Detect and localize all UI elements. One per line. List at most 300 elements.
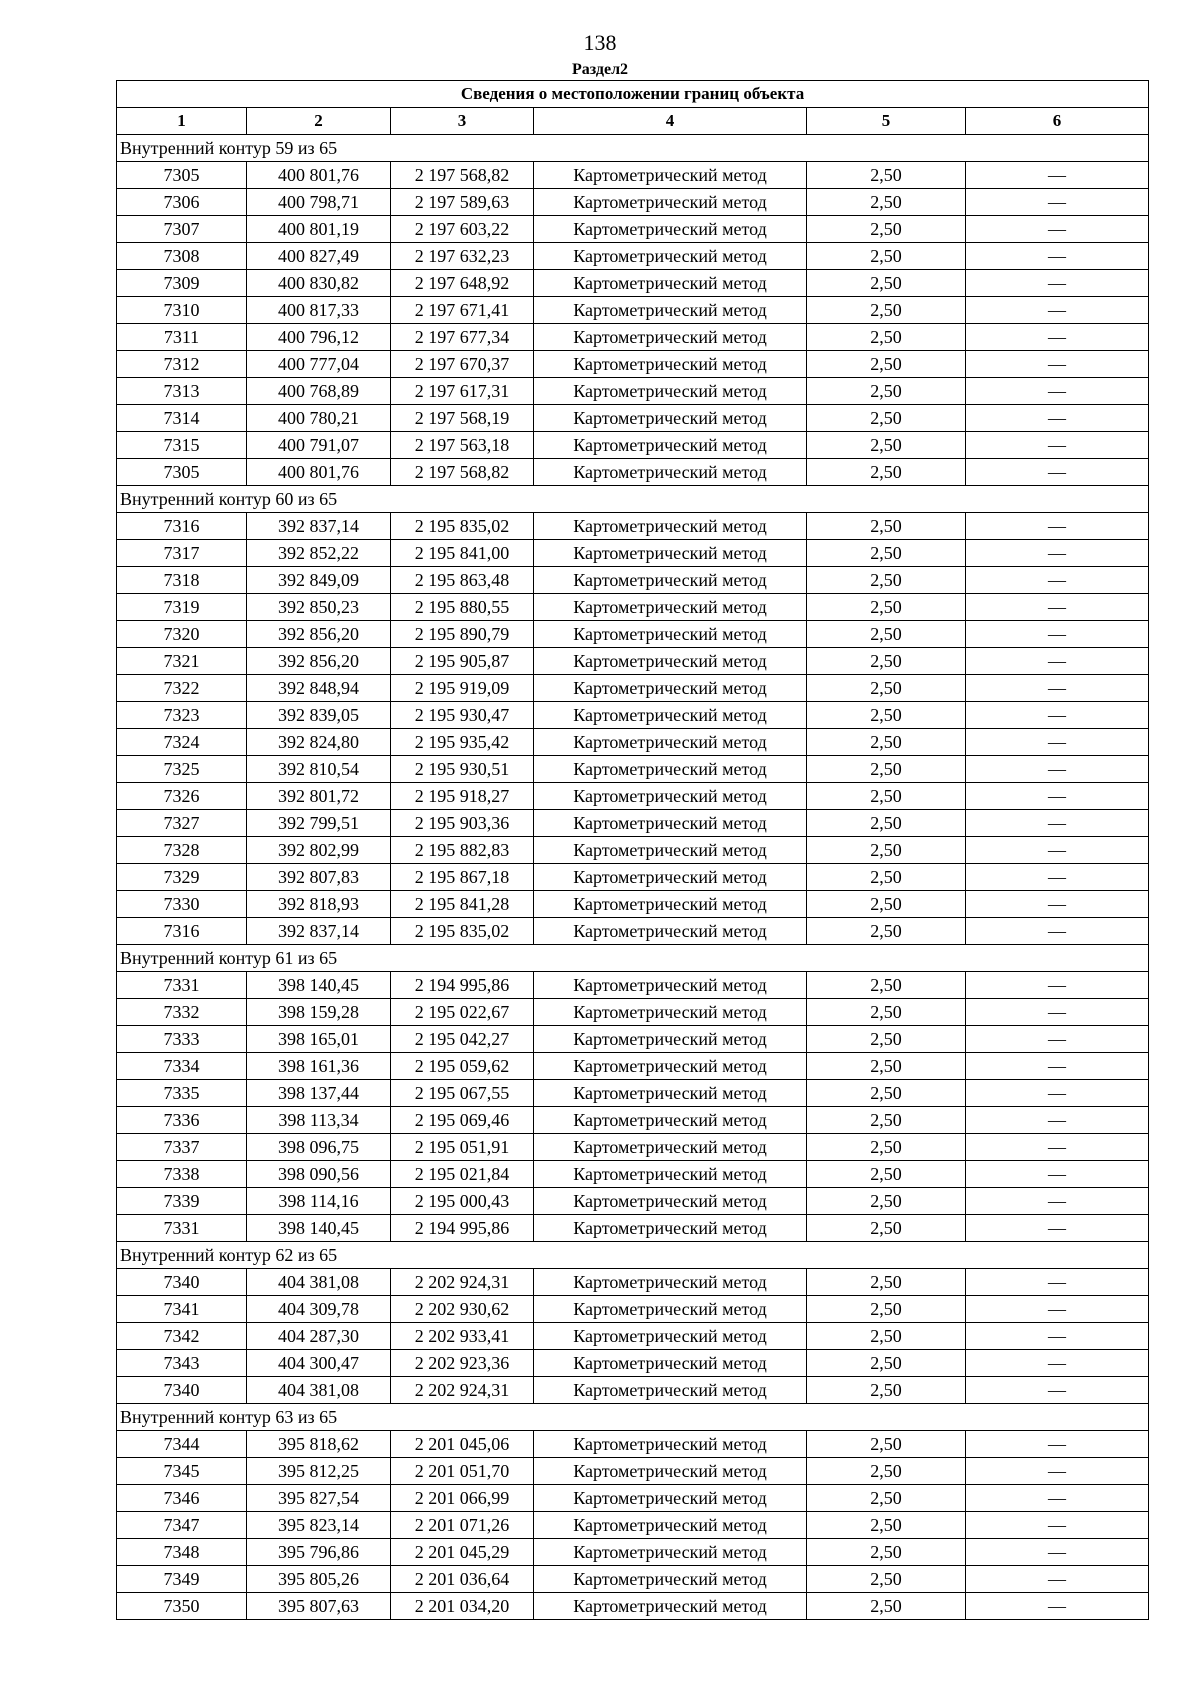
- note-cell: —: [966, 864, 1149, 891]
- note-cell: —: [966, 1080, 1149, 1107]
- method-cell: Картометрический метод: [534, 1215, 807, 1242]
- coordinate-y-cell: 2 197 568,19: [391, 405, 534, 432]
- table-row: [117, 837, 1149, 864]
- coordinate-y-cell: 2 194 995,86: [391, 1215, 534, 1242]
- note-cell: —: [966, 1053, 1149, 1080]
- coordinate-x-cell: 392 850,23: [247, 594, 391, 621]
- coordinate-y-cell: 2 201 071,26: [391, 1512, 534, 1539]
- table-row: [117, 810, 1149, 837]
- coordinate-x-cell: 400 801,76: [247, 459, 391, 486]
- point-number-cell: 7346: [117, 1485, 247, 1512]
- coordinate-y-cell: 2 201 045,29: [391, 1539, 534, 1566]
- coordinate-x-cell: 404 381,08: [247, 1269, 391, 1296]
- point-number-cell: 7307: [117, 216, 247, 243]
- contour-label: Внутренний контур 61 из 65: [117, 945, 1149, 972]
- column-header: 5: [807, 108, 966, 135]
- coordinate-x-cell: 395 796,86: [247, 1539, 391, 1566]
- coordinate-y-cell: 2 197 617,31: [391, 378, 534, 405]
- method-cell: Картометрический метод: [534, 1026, 807, 1053]
- coordinate-x-cell: 398 096,75: [247, 1134, 391, 1161]
- point-number-cell: 7314: [117, 405, 247, 432]
- method-cell: Картометрический метод: [534, 1188, 807, 1215]
- table-row: [117, 1512, 1149, 1539]
- method-cell: Картометрический метод: [534, 405, 807, 432]
- contour-label: Внутренний контур 63 из 65: [117, 1404, 1149, 1431]
- accuracy-cell: 2,50: [807, 1215, 966, 1242]
- method-cell: Картометрический метод: [534, 648, 807, 675]
- coordinate-y-cell: 2 202 924,31: [391, 1377, 534, 1404]
- table-row: [117, 1296, 1149, 1323]
- method-cell: Картометрический метод: [534, 297, 807, 324]
- point-number-cell: 7344: [117, 1431, 247, 1458]
- coordinate-y-cell: 2 195 905,87: [391, 648, 534, 675]
- table-row: [117, 405, 1149, 432]
- note-cell: —: [966, 270, 1149, 297]
- coordinate-x-cell: 400 798,71: [247, 189, 391, 216]
- table-row: [117, 1323, 1149, 1350]
- point-number-cell: 7337: [117, 1134, 247, 1161]
- boundary-coordinates-table: [116, 80, 1149, 1620]
- method-cell: Картометрический метод: [534, 783, 807, 810]
- method-cell: Картометрический метод: [534, 1377, 807, 1404]
- accuracy-cell: 2,50: [807, 1539, 966, 1566]
- coordinate-x-cell: 392 837,14: [247, 918, 391, 945]
- coordinate-y-cell: 2 197 670,37: [391, 351, 534, 378]
- table-row: [117, 594, 1149, 621]
- accuracy-cell: 2,50: [807, 216, 966, 243]
- table-row: [117, 972, 1149, 999]
- table-row: [117, 189, 1149, 216]
- coordinate-y-cell: 2 201 034,20: [391, 1593, 534, 1620]
- accuracy-cell: 2,50: [807, 1323, 966, 1350]
- coordinate-y-cell: 2 195 835,02: [391, 918, 534, 945]
- accuracy-cell: 2,50: [807, 1053, 966, 1080]
- table-row: [117, 567, 1149, 594]
- accuracy-cell: 2,50: [807, 1080, 966, 1107]
- table-row: [117, 1026, 1149, 1053]
- table-row: [117, 1080, 1149, 1107]
- note-cell: —: [966, 351, 1149, 378]
- method-cell: Картометрический метод: [534, 378, 807, 405]
- point-number-cell: 7341: [117, 1296, 247, 1323]
- coordinate-x-cell: 398 165,01: [247, 1026, 391, 1053]
- method-cell: Картометрический метод: [534, 513, 807, 540]
- point-number-cell: 7333: [117, 1026, 247, 1053]
- point-number-cell: 7343: [117, 1350, 247, 1377]
- coordinate-x-cell: 392 807,83: [247, 864, 391, 891]
- coordinate-x-cell: 400 801,19: [247, 216, 391, 243]
- point-number-cell: 7309: [117, 270, 247, 297]
- note-cell: —: [966, 1377, 1149, 1404]
- coordinate-x-cell: 404 300,47: [247, 1350, 391, 1377]
- point-number-cell: 7320: [117, 621, 247, 648]
- note-cell: —: [966, 189, 1149, 216]
- table-row: [117, 702, 1149, 729]
- table-row: [117, 1107, 1149, 1134]
- method-cell: Картометрический метод: [534, 891, 807, 918]
- note-cell: —: [966, 405, 1149, 432]
- point-number-cell: 7332: [117, 999, 247, 1026]
- coordinate-y-cell: 2 195 880,55: [391, 594, 534, 621]
- note-cell: —: [966, 378, 1149, 405]
- point-number-cell: 7339: [117, 1188, 247, 1215]
- coordinate-x-cell: 404 381,08: [247, 1377, 391, 1404]
- coordinate-x-cell: 395 805,26: [247, 1566, 391, 1593]
- table-row: [117, 270, 1149, 297]
- coordinate-x-cell: 404 309,78: [247, 1296, 391, 1323]
- method-cell: Картометрический метод: [534, 540, 807, 567]
- note-cell: —: [966, 1512, 1149, 1539]
- coordinate-y-cell: 2 202 923,36: [391, 1350, 534, 1377]
- coordinate-y-cell: 2 195 835,02: [391, 513, 534, 540]
- method-cell: Картометрический метод: [534, 216, 807, 243]
- point-number-cell: 7330: [117, 891, 247, 918]
- coordinate-y-cell: 2 202 933,41: [391, 1323, 534, 1350]
- note-cell: —: [966, 999, 1149, 1026]
- accuracy-cell: 2,50: [807, 729, 966, 756]
- coordinate-y-cell: 2 195 935,42: [391, 729, 534, 756]
- coordinate-y-cell: 2 195 069,46: [391, 1107, 534, 1134]
- coordinate-y-cell: 2 197 568,82: [391, 459, 534, 486]
- point-number-cell: 7335: [117, 1080, 247, 1107]
- point-number-cell: 7349: [117, 1566, 247, 1593]
- point-number-cell: 7318: [117, 567, 247, 594]
- point-number-cell: 7340: [117, 1269, 247, 1296]
- coordinate-y-cell: 2 195 059,62: [391, 1053, 534, 1080]
- table-header-row: [117, 108, 1149, 135]
- method-cell: Картометрический метод: [534, 567, 807, 594]
- method-cell: Картометрический метод: [534, 1080, 807, 1107]
- coordinate-x-cell: 398 140,45: [247, 972, 391, 999]
- point-number-cell: 7350: [117, 1593, 247, 1620]
- note-cell: —: [966, 1485, 1149, 1512]
- coordinate-y-cell: 2 195 930,47: [391, 702, 534, 729]
- coordinate-x-cell: 392 849,09: [247, 567, 391, 594]
- coordinate-y-cell: 2 197 677,34: [391, 324, 534, 351]
- point-number-cell: 7305: [117, 162, 247, 189]
- note-cell: —: [966, 810, 1149, 837]
- point-number-cell: 7323: [117, 702, 247, 729]
- method-cell: Картометрический метод: [534, 621, 807, 648]
- table-row: [117, 1188, 1149, 1215]
- method-cell: Картометрический метод: [534, 243, 807, 270]
- coordinate-x-cell: 398 161,36: [247, 1053, 391, 1080]
- note-cell: —: [966, 837, 1149, 864]
- point-number-cell: 7342: [117, 1323, 247, 1350]
- accuracy-cell: 2,50: [807, 891, 966, 918]
- method-cell: Картометрический метод: [534, 1431, 807, 1458]
- table-row: [117, 1485, 1149, 1512]
- coordinate-y-cell: 2 201 045,06: [391, 1431, 534, 1458]
- method-cell: Картометрический метод: [534, 702, 807, 729]
- accuracy-cell: 2,50: [807, 351, 966, 378]
- note-cell: —: [966, 702, 1149, 729]
- note-cell: —: [966, 594, 1149, 621]
- note-cell: —: [966, 1296, 1149, 1323]
- table-row: [117, 1053, 1149, 1080]
- method-cell: Картометрический метод: [534, 675, 807, 702]
- note-cell: —: [966, 972, 1149, 999]
- coordinate-x-cell: 400 796,12: [247, 324, 391, 351]
- coordinate-y-cell: 2 195 000,43: [391, 1188, 534, 1215]
- table-row: [117, 621, 1149, 648]
- coordinate-x-cell: 398 090,56: [247, 1161, 391, 1188]
- accuracy-cell: 2,50: [807, 270, 966, 297]
- method-cell: Картометрический метод: [534, 1539, 807, 1566]
- note-cell: —: [966, 756, 1149, 783]
- coordinate-x-cell: 392 824,80: [247, 729, 391, 756]
- coordinate-x-cell: 400 768,89: [247, 378, 391, 405]
- point-number-cell: 7305: [117, 459, 247, 486]
- accuracy-cell: 2,50: [807, 675, 966, 702]
- table-row: [117, 297, 1149, 324]
- table-row: [117, 783, 1149, 810]
- point-number-cell: 7334: [117, 1053, 247, 1080]
- column-header: 4: [534, 108, 807, 135]
- table-row: [117, 1161, 1149, 1188]
- coordinate-y-cell: 2 195 867,18: [391, 864, 534, 891]
- accuracy-cell: 2,50: [807, 513, 966, 540]
- method-cell: Картометрический метод: [534, 1269, 807, 1296]
- method-cell: Картометрический метод: [534, 1566, 807, 1593]
- coordinate-y-cell: 2 201 036,64: [391, 1566, 534, 1593]
- note-cell: —: [966, 621, 1149, 648]
- coordinate-x-cell: 395 827,54: [247, 1485, 391, 1512]
- contour-label: Внутренний контур 59 из 65: [117, 135, 1149, 162]
- accuracy-cell: 2,50: [807, 1134, 966, 1161]
- section-label: Раздел2: [571, 61, 629, 78]
- accuracy-cell: 2,50: [807, 594, 966, 621]
- accuracy-cell: 2,50: [807, 567, 966, 594]
- point-number-cell: 7324: [117, 729, 247, 756]
- accuracy-cell: 2,50: [807, 432, 966, 459]
- coordinate-x-cell: 400 801,76: [247, 162, 391, 189]
- method-cell: Картометрический метод: [534, 351, 807, 378]
- contour-group-row: [117, 135, 1149, 162]
- point-number-cell: 7312: [117, 351, 247, 378]
- table-row: [117, 243, 1149, 270]
- note-cell: —: [966, 1188, 1149, 1215]
- accuracy-cell: 2,50: [807, 810, 966, 837]
- table-row: [117, 918, 1149, 945]
- accuracy-cell: 2,50: [807, 1161, 966, 1188]
- coordinate-y-cell: 2 195 918,27: [391, 783, 534, 810]
- note-cell: —: [966, 1539, 1149, 1566]
- contour-group-row: [117, 486, 1149, 513]
- point-number-cell: 7338: [117, 1161, 247, 1188]
- note-cell: —: [966, 1323, 1149, 1350]
- point-number-cell: 7345: [117, 1458, 247, 1485]
- accuracy-cell: 2,50: [807, 459, 966, 486]
- method-cell: Картометрический метод: [534, 729, 807, 756]
- accuracy-cell: 2,50: [807, 1485, 966, 1512]
- coordinate-y-cell: 2 195 051,91: [391, 1134, 534, 1161]
- point-number-cell: 7327: [117, 810, 247, 837]
- note-cell: —: [966, 675, 1149, 702]
- table-row: [117, 1566, 1149, 1593]
- point-number-cell: 7319: [117, 594, 247, 621]
- point-number-cell: 7331: [117, 1215, 247, 1242]
- coordinate-x-cell: 392 810,54: [247, 756, 391, 783]
- table-row: [117, 756, 1149, 783]
- note-cell: —: [966, 1566, 1149, 1593]
- coordinate-y-cell: 2 201 051,70: [391, 1458, 534, 1485]
- method-cell: Картометрический метод: [534, 1323, 807, 1350]
- point-number-cell: 7316: [117, 918, 247, 945]
- coordinate-x-cell: 392 802,99: [247, 837, 391, 864]
- coordinate-x-cell: 392 852,22: [247, 540, 391, 567]
- point-number-cell: 7317: [117, 540, 247, 567]
- note-cell: —: [966, 918, 1149, 945]
- table-title-row: [117, 81, 1149, 108]
- table-row: [117, 1215, 1149, 1242]
- accuracy-cell: 2,50: [807, 189, 966, 216]
- method-cell: Картометрический метод: [534, 999, 807, 1026]
- method-cell: Картометрический метод: [534, 756, 807, 783]
- point-number-cell: 7326: [117, 783, 247, 810]
- table-row: [117, 648, 1149, 675]
- point-number-cell: 7316: [117, 513, 247, 540]
- note-cell: —: [966, 1431, 1149, 1458]
- method-cell: Картометрический метод: [534, 189, 807, 216]
- note-cell: —: [966, 729, 1149, 756]
- coordinate-x-cell: 392 801,72: [247, 783, 391, 810]
- point-number-cell: 7321: [117, 648, 247, 675]
- contour-group-row: [117, 945, 1149, 972]
- coordinate-x-cell: 400 827,49: [247, 243, 391, 270]
- table-row: [117, 1377, 1149, 1404]
- note-cell: —: [966, 1269, 1149, 1296]
- coordinate-y-cell: 2 197 563,18: [391, 432, 534, 459]
- point-number-cell: 7331: [117, 972, 247, 999]
- note-cell: —: [966, 540, 1149, 567]
- coordinate-y-cell: 2 202 930,62: [391, 1296, 534, 1323]
- method-cell: Картометрический метод: [534, 432, 807, 459]
- coordinate-x-cell: 392 837,14: [247, 513, 391, 540]
- table-row: [117, 1134, 1149, 1161]
- accuracy-cell: 2,50: [807, 324, 966, 351]
- coordinate-x-cell: 398 140,45: [247, 1215, 391, 1242]
- note-cell: —: [966, 1215, 1149, 1242]
- accuracy-cell: 2,50: [807, 837, 966, 864]
- table-row: [117, 432, 1149, 459]
- coordinate-x-cell: 392 856,20: [247, 648, 391, 675]
- accuracy-cell: 2,50: [807, 1458, 966, 1485]
- accuracy-cell: 2,50: [807, 297, 966, 324]
- coordinate-y-cell: 2 195 841,28: [391, 891, 534, 918]
- method-cell: Картометрический метод: [534, 594, 807, 621]
- coordinate-x-cell: 395 818,62: [247, 1431, 391, 1458]
- accuracy-cell: 2,50: [807, 1377, 966, 1404]
- table-body: [117, 135, 1149, 1620]
- note-cell: —: [966, 1107, 1149, 1134]
- accuracy-cell: 2,50: [807, 972, 966, 999]
- coordinate-x-cell: 400 780,21: [247, 405, 391, 432]
- accuracy-cell: 2,50: [807, 378, 966, 405]
- coordinate-y-cell: 2 201 066,99: [391, 1485, 534, 1512]
- method-cell: Картометрический метод: [534, 1134, 807, 1161]
- note-cell: —: [966, 1134, 1149, 1161]
- accuracy-cell: 2,50: [807, 1296, 966, 1323]
- coordinate-x-cell: 398 113,34: [247, 1107, 391, 1134]
- point-number-cell: 7336: [117, 1107, 247, 1134]
- method-cell: Картометрический метод: [534, 1485, 807, 1512]
- coordinate-x-cell: 400 817,33: [247, 297, 391, 324]
- table-row: [117, 351, 1149, 378]
- method-cell: Картометрический метод: [534, 972, 807, 999]
- table-row: [117, 891, 1149, 918]
- coordinate-x-cell: 398 114,16: [247, 1188, 391, 1215]
- note-cell: —: [966, 324, 1149, 351]
- method-cell: Картометрический метод: [534, 1107, 807, 1134]
- point-number-cell: 7325: [117, 756, 247, 783]
- coordinate-x-cell: 392 799,51: [247, 810, 391, 837]
- note-cell: —: [966, 1458, 1149, 1485]
- accuracy-cell: 2,50: [807, 1512, 966, 1539]
- accuracy-cell: 2,50: [807, 999, 966, 1026]
- note-cell: —: [966, 567, 1149, 594]
- note-cell: —: [966, 891, 1149, 918]
- table-row: [117, 324, 1149, 351]
- note-cell: —: [966, 513, 1149, 540]
- accuracy-cell: 2,50: [807, 1269, 966, 1296]
- point-number-cell: 7308: [117, 243, 247, 270]
- note-cell: —: [966, 432, 1149, 459]
- point-number-cell: 7310: [117, 297, 247, 324]
- coordinate-x-cell: 395 807,63: [247, 1593, 391, 1620]
- point-number-cell: 7322: [117, 675, 247, 702]
- method-cell: Картометрический метод: [534, 1593, 807, 1620]
- table-row: [117, 864, 1149, 891]
- method-cell: Картометрический метод: [534, 918, 807, 945]
- column-header: 6: [966, 108, 1149, 135]
- accuracy-cell: 2,50: [807, 405, 966, 432]
- method-cell: Картометрический метод: [534, 1350, 807, 1377]
- method-cell: Картометрический метод: [534, 1161, 807, 1188]
- accuracy-cell: 2,50: [807, 864, 966, 891]
- method-cell: Картометрический метод: [534, 270, 807, 297]
- coordinate-x-cell: 392 856,20: [247, 621, 391, 648]
- note-cell: —: [966, 216, 1149, 243]
- accuracy-cell: 2,50: [807, 1026, 966, 1053]
- coordinate-x-cell: 400 830,82: [247, 270, 391, 297]
- coordinate-y-cell: 2 195 042,27: [391, 1026, 534, 1053]
- method-cell: Картометрический метод: [534, 162, 807, 189]
- table-row: [117, 1539, 1149, 1566]
- page-number: 138: [583, 30, 617, 55]
- accuracy-cell: 2,50: [807, 783, 966, 810]
- method-cell: Картометрический метод: [534, 1053, 807, 1080]
- coordinate-x-cell: 395 823,14: [247, 1512, 391, 1539]
- method-cell: Картометрический метод: [534, 1458, 807, 1485]
- point-number-cell: 7340: [117, 1377, 247, 1404]
- coordinate-y-cell: 2 195 882,83: [391, 837, 534, 864]
- accuracy-cell: 2,50: [807, 162, 966, 189]
- table-row: [117, 378, 1149, 405]
- coordinate-y-cell: 2 202 924,31: [391, 1269, 534, 1296]
- point-number-cell: 7329: [117, 864, 247, 891]
- accuracy-cell: 2,50: [807, 1431, 966, 1458]
- coordinate-x-cell: 400 777,04: [247, 351, 391, 378]
- coordinate-x-cell: 404 287,30: [247, 1323, 391, 1350]
- table-row: [117, 162, 1149, 189]
- note-cell: —: [966, 1161, 1149, 1188]
- accuracy-cell: 2,50: [807, 648, 966, 675]
- method-cell: Картометрический метод: [534, 1296, 807, 1323]
- coordinate-y-cell: 2 197 603,22: [391, 216, 534, 243]
- coordinate-x-cell: 392 839,05: [247, 702, 391, 729]
- point-number-cell: 7313: [117, 378, 247, 405]
